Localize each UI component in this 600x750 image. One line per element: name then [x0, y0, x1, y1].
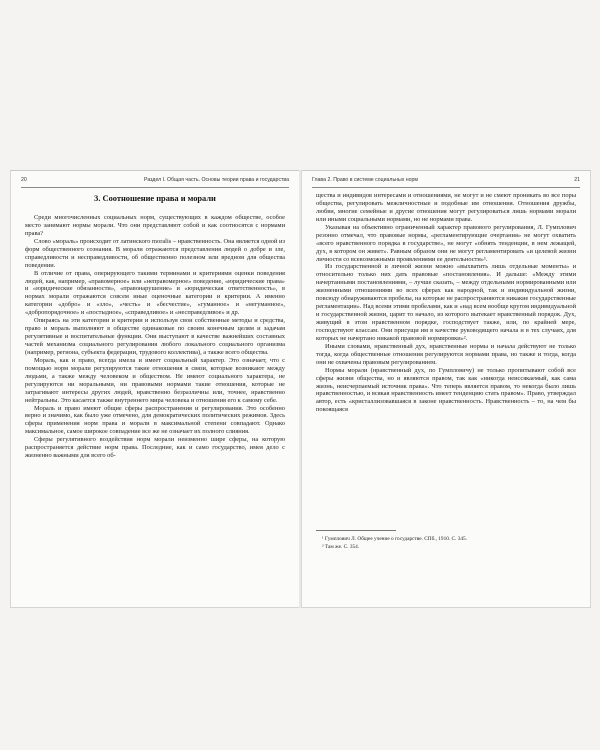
paragraph: Указывая на объективно ограниченный характер правового регулирования, Л. Гумплович резонно отмечал, что правовые нормы, «регламентирующие очертания» не могут охватить «всего нравственного порядка в государстве», не могут «обнять тенденции, в нем лежащей, дух, в котором он живет». Равным образом они не могут регламентировать «и целевой жизни личности со всевозможными проявлениями ее деятельности»¹. — [316, 223, 576, 263]
right-page — [302, 170, 591, 608]
paragraph: Среди многочисленных социальных норм, существующих в каждом обществе, особое место занимают нормы морали. Что они представляют собой и как соотносятся с нормами права? — [25, 214, 285, 237]
section-title: 3. Соотношение права и морали — [94, 194, 216, 203]
footnotes — [316, 536, 576, 552]
right-running-head — [312, 177, 580, 188]
left-page — [10, 170, 299, 608]
running-title: Раздел I. Общая часть. Основы теории права и государства — [144, 177, 289, 183]
right-body-text — [316, 192, 576, 414]
footnote: ² Там же. С. 354. — [322, 543, 360, 550]
footnote: ¹ Гумплович Л. Общее учение о государстве. СПб., 1910. С. 345. — [322, 536, 467, 542]
page-number: 20 — [21, 177, 27, 183]
page-number: 21 — [574, 177, 580, 183]
paragraph: Мораль, как и право, всегда имела и имеет социальный характер. Это означает, что с помощью норм морали регулируются такие отношения в связи, которые возникают между людьми, а также между человеком и обществом. Не имеют социального характера, не регулируются ни моральными, ни правовыми нормами такие отношения, которые не затрагивают интересы других людей, нравственно безразличны или, точнее, нравственно нейтральны. Это касается также внутреннего мира человека и отношения его к самому себе. — [25, 356, 285, 404]
running-title: Глава 2. Право в системе социальных норм — [312, 177, 418, 183]
paragraph: Опираясь на эти категории и критерии и используя свои собственные методы и средства, право и мораль выполняют в обществе одинаковые по своим конечным целям и задачам регулятивные и воспитательные функции. Они выступают в качестве важнейших составных частей механизма социального регулирования любого локального социального организма (например, региона, субъекта федерации, трудового коллектива), а также всего общества. — [25, 317, 285, 356]
left-body-text — [25, 214, 285, 601]
footnote-rule — [316, 530, 396, 531]
paragraph: Нормы морали (нравственный дух, по Гумпловичу) не только пропитывают собой все сферы жизни общества, но и являются правом, так как «никогда неиссякаемый, как сама жизнь, неисчерпаемый источник права». Что теперь является правом, то некогда было лишь нравственностью, и всякая нравственность имеет тенденцию стать правом». Право, утверждал автор, есть «кристаллизовавшаяся в законе нравственность. Нравственность – то, на чем бы покоящаяся — [316, 366, 576, 414]
paragraph: Иными словами, нравственный дух, нравственные нормы и начала действуют не только тогда, когда общественные отношения регулируются нормами права, но также и тогда, когда они не охвачены правовым регулированием. — [316, 342, 576, 366]
left-running-head — [21, 177, 289, 188]
paragraph: В отличие от права, оперирующего такими терминами и критериями оценки поведения людей, как, например, «правомерное» или «неправомерное» поведение, «юридические права» и «юридические обязанности», «правонарушение» и «юридическая ответственность», в нормах морали отражаются совсем иные оценочные категории и критерии. А именно категории «добро» и «зло», «честь» и «бесчестие», «гуманное» и «негуманное», «добропорядочное» и «постыдное», «справедливое» и «несправедливое» и др. — [25, 269, 285, 317]
paragraph: Сферы регулятивного воздействия норм морали неизменно шире сферы, на которую распространяется действие норм права. Последние, как и само государство, имея дело с жизненно важными для всего об- — [25, 436, 285, 460]
paragraph: Слово «мораль» происходит от латинского moralis – нравственность. Она является одной из форм общественного сознания. В морали отражаются представления людей о добре и зле, справедливости и несправедливости, об общественно полезном или вредном для общества поведении. — [25, 237, 285, 269]
paragraph: Из государственной и личной жизни можно «выхватить лишь отдельные моменты» и относительно только них дать правовые «постановления». И дальше: «Между этими начертанными постановлениями, – лучше сказать, – между отдельными нормированными или жизненными отношениями во всех сферах как народной, так и индивидуальной жизни, повсюду обнаруживаются пробелы, на которые не распространяются никакие государственные регламентации». Над всеми этими пробелами, как и «над всем вообще кругом индивидуальной и государственной жизни, царит то начало, из которого вытекает нравственный порядок. Дух, живущий в этом нравственном порядке, господствует также, или, по крайней мере, господствуют классам. Они присущи им в качестве руководящего начала и в тех случаях, для которых не начертано никакой правовой нормировки»². — [316, 263, 576, 342]
paragraph: щества и индивидов интересами и отношениями, не могут и не смеют проникать во все поры общества, регулировать межличностные и подобные им отношения. Отношения дружбы, любви, многие семейные и другие отношения могут регулироваться лишь нормами морали или иными социальными нормами, но не нормами права. — [316, 192, 576, 223]
paragraph: Мораль и право имеют общие сферы распространения и регулирования. Это особенно верно и значимо, как было уже отмечено, для демократических политических режимов. Здесь сферы применения норм права и морали в максимальной степени совпадают. Однако максимальное, самое широкое совпадение все же не означает их полного слияния. — [25, 404, 285, 436]
